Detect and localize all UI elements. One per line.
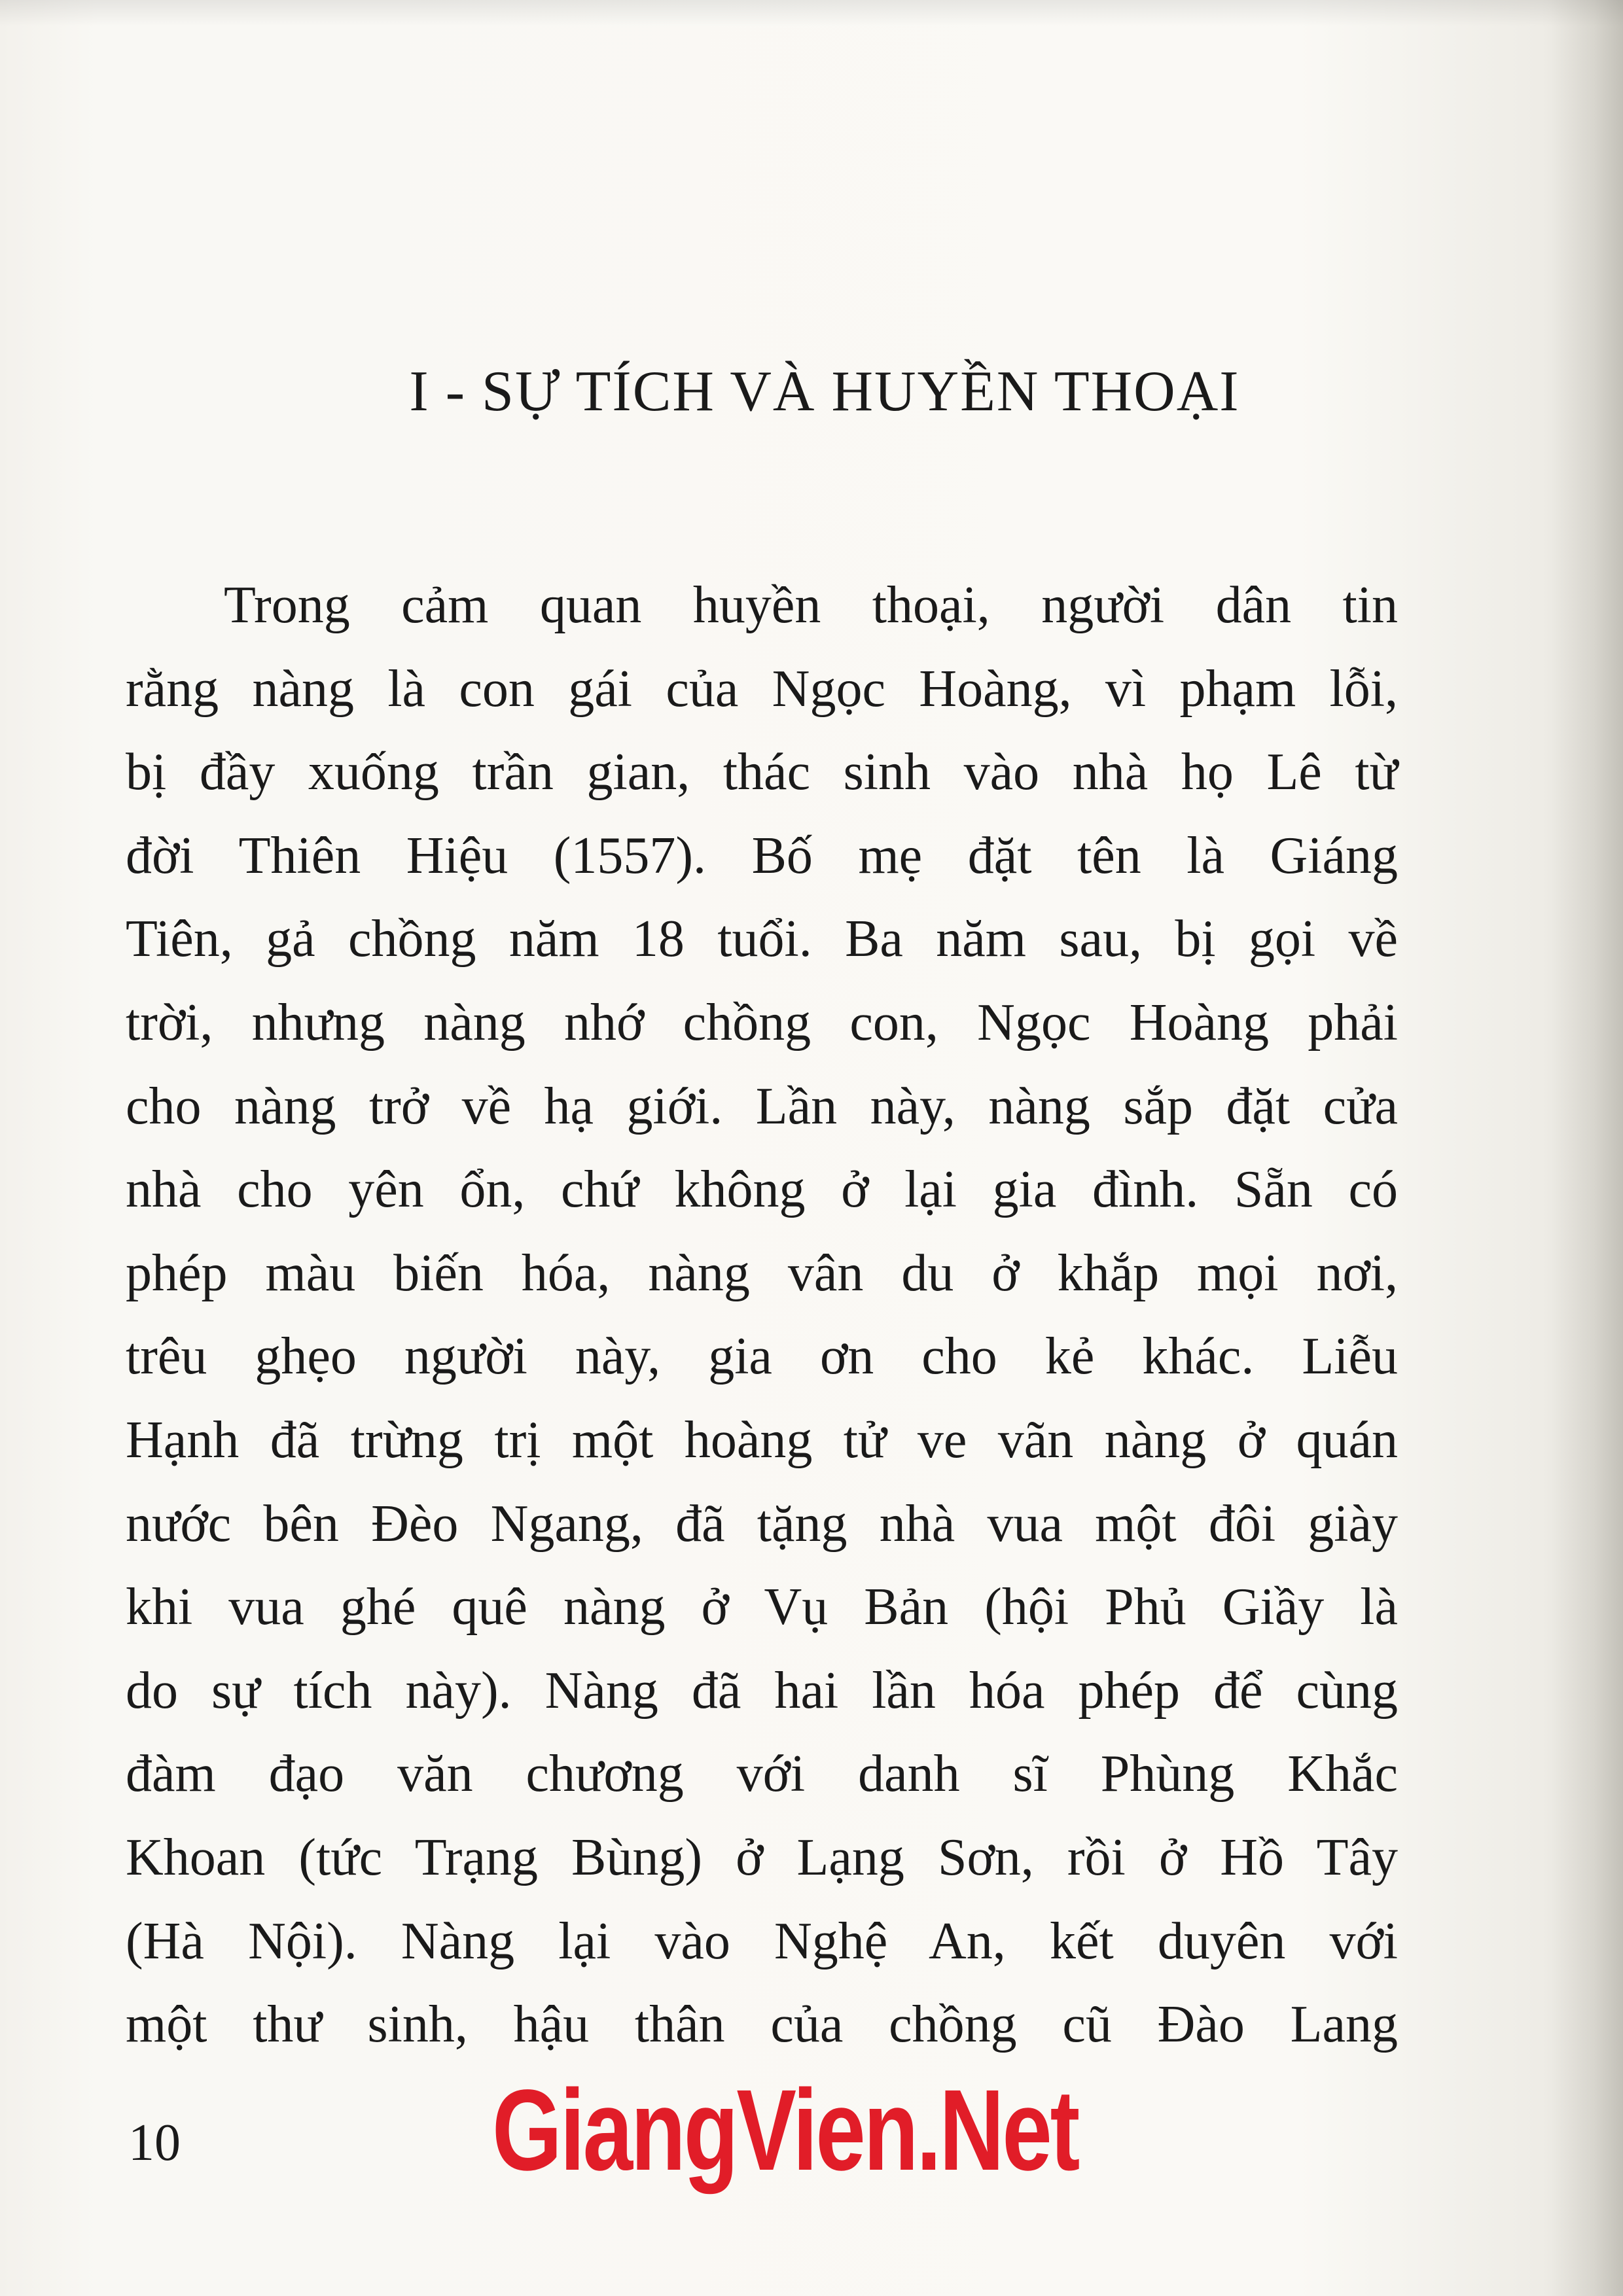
body-paragraph: [126, 564, 1398, 2067]
paragraph-line: một thư sinh, hậu thân của chồng cũ Đào Lang: [126, 1996, 1398, 2054]
paragraph-line: phép màu biến hóa, nàng vân du ở khắp mọi nơi,: [126, 1244, 1398, 1302]
section-heading: I - SỰ TÍCH VÀ HUYỀN THOẠI: [409, 360, 1240, 423]
page-top-shadow: [0, 0, 1623, 26]
page-number: 10: [128, 2114, 181, 2172]
paragraph-line: bị đầy xuống trần gian, thác sinh vào nhà họ Lê từ: [126, 743, 1398, 802]
paragraph-line: đàm đạo văn chương với danh sĩ Phùng Khắc: [126, 1745, 1398, 1803]
paragraph-line: Tiên, gả chồng năm 18 tuổi. Ba năm sau, bị gọi về: [126, 910, 1398, 968]
paragraph-line: rằng nàng là con gái của Ngọc Hoàng, vì phạm lỗi,: [126, 660, 1398, 718]
paragraph-line: khi vua ghé quê nàng ở Vụ Bản (hội Phủ Giầy là: [126, 1578, 1398, 1636]
paragraph-line: Hạnh đã trừng trị một hoàng tử ve vãn nàng ở quán: [126, 1411, 1398, 1469]
paragraph-line: trời, nhưng nàng nhớ chồng con, Ngọc Hoàng phải: [126, 993, 1398, 1051]
paragraph-line: Khoan (tức Trạng Bùng) ở Lạng Sơn, rồi ở Hồ Tây: [126, 1828, 1398, 1886]
paragraph-line: đời Thiên Hiệu (1557). Bố mẹ đặt tên là Giáng: [126, 826, 1398, 885]
paragraph-line: (Hà Nội). Nàng lại vào Nghệ An, kết duyên với: [126, 1912, 1398, 1970]
watermark-logo: GiangVien.Net: [492, 2066, 1079, 2195]
paragraph-line: do sự tích này). Nàng đã hai lần hóa phép để cùng: [126, 1661, 1398, 1720]
paragraph-line: Trong cảm quan huyền thoại, người dân tin: [224, 576, 1398, 634]
page-right-edge-shadow: [1551, 0, 1623, 2296]
paragraph-line: nhà cho yên ổn, chứ không ở lại gia đình. Sẵn có: [126, 1161, 1398, 1219]
paragraph-line: nước bên Đèo Ngang, đã tặng nhà vua một đôi giày: [126, 1494, 1398, 1553]
paragraph-line: cho nàng trở về hạ giới. Lần này, nàng sắp đặt cửa: [126, 1077, 1398, 1135]
paragraph-line: trêu ghẹo người này, gia ơn cho kẻ khác. Liễu: [126, 1328, 1398, 1386]
